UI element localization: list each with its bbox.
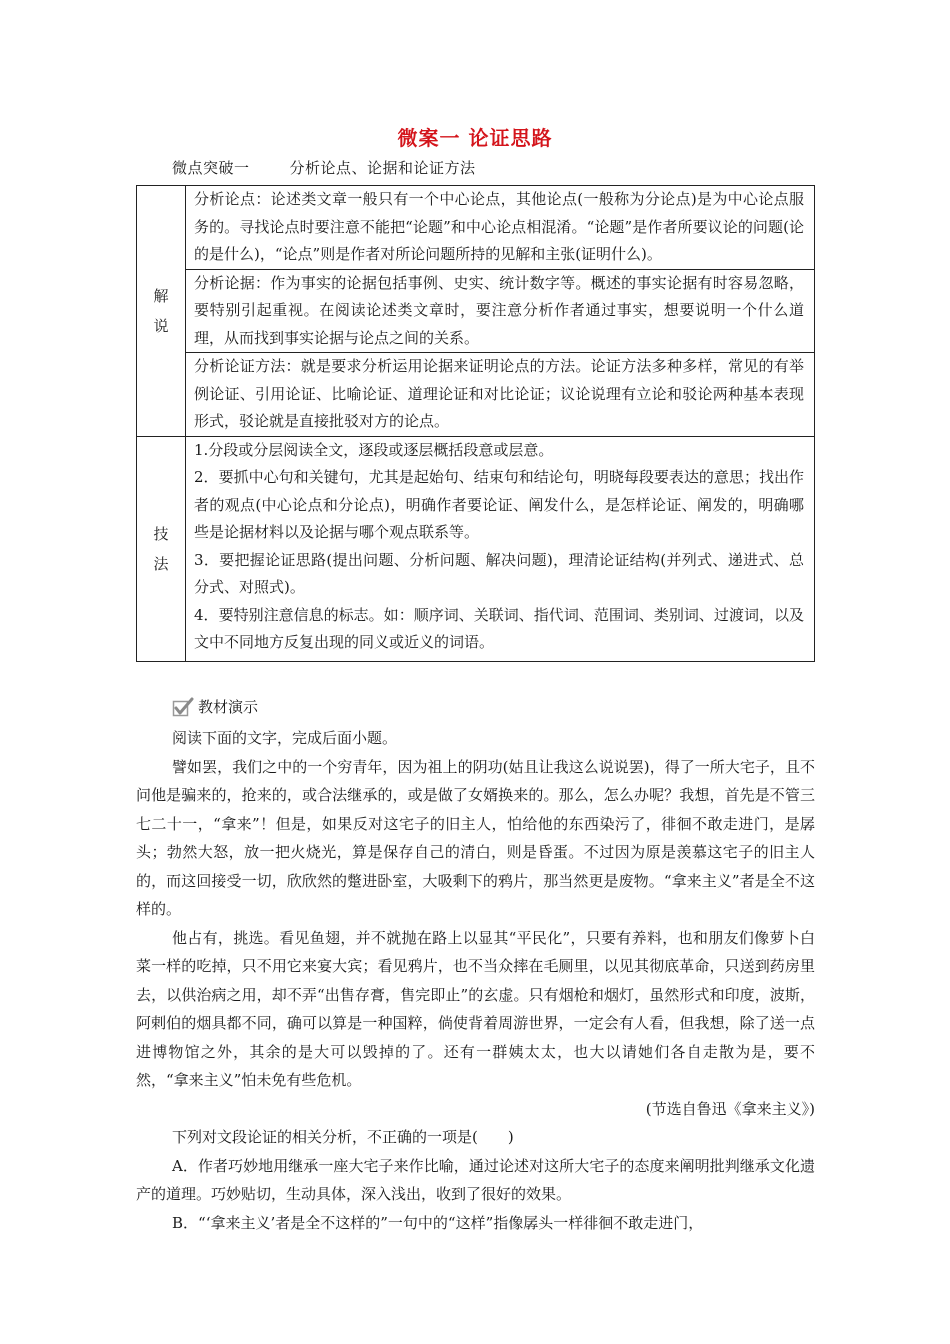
subtitle-topic: 分析论点、论据和论证方法 xyxy=(289,159,476,177)
label-jifa-text: 技法 xyxy=(153,524,169,573)
table-row xyxy=(137,353,815,437)
label-jieshuo xyxy=(137,186,186,437)
list-item: 4．要特别注意信息的标志。如：顺序词、关联词、指代词、范围词、类别词、过渡词，以及文中不同地方反复出现的同义或近义的词语。 xyxy=(194,605,804,651)
table-cell-method: 分析论证方法：就是要求分析运用论据来证明论点的方法。论证方法多种多样，常见的有举例论证、引用论证、比喻论证、道理论证和对比论证；议论说理有立论和驳论两种基本表现形式，驳论就是直接批驳对方的论点。 xyxy=(186,353,815,437)
passage-paragraph: 譬如罢，我们之中的一个穷青年，因为祖上的阴功(姑且让我这么说说罢)，得了一所大宅子，且不问他是骗来的，抢来的，或合法继承的，或是做了女婿换来的。那么，怎么办呢？我想，首先是不管三七二十一，“拿来”！但是，如果反对这宅子的旧主人，怕给他的东西染污了，徘徊不敢走进门，是孱头；勃然大怒，放一把火烧光，算是保存自己的清白，则是昏蛋。不过因为原是羡慕这宅子的旧主人的，而这回接受一切，欣欣然的蹩进卧室，大吸剩下的鸦片，那当然更是废物。“拿来主义”者是全不这样的。 xyxy=(136,757,815,918)
page-title: 微案一 论证思路 xyxy=(397,126,553,150)
instruction: 阅读下面的文字，完成后面小题。 xyxy=(172,729,398,747)
list-item: 2．要抓中心句和关键句，尤其是起始句、结束句和结论句，明晓每段要表达的意思；找出作者的观点(中心论点和分论点)，明确作者要论证、阐发什么，是怎样论证、阐发的，明确哪些是论据材料以及论据与哪个观点联系等。 xyxy=(194,468,804,541)
table-row xyxy=(137,269,815,353)
question-stem: 下列对文段论证的相关分析，不正确的一项是( ) xyxy=(172,1128,514,1146)
label-jifa xyxy=(137,436,186,661)
demo-label: 教材演示 xyxy=(198,698,259,716)
demo-heading xyxy=(172,696,258,717)
checkbox-check-icon xyxy=(172,697,194,717)
passage-section xyxy=(136,724,815,1237)
passage-paragraph: 他占有，挑选。看见鱼翅，并不就抛在路上以显其“平民化”，只要有养料，也和朋友们像萝卜白菜一样的吃掉，只不用它来宴大宾；看见鸦片，也不当众摔在毛厕里，以见其彻底革命，只送到药房里去，以供治病之用，却不弄“出售存膏，售完即止”的玄虚。只有烟枪和烟灯，虽然形式和印度，波斯，阿剌伯的烟具都不同，确可以算是一种国粹，倘使背着周游世界，一定会有人看，但我想，除了送一点进博物馆之外，其余的是大可以毁掉的了。还有一群姨太太，也大以请她们各自走散为是，要不然，“拿来主义”怕未免有些危机。 xyxy=(136,928,815,1089)
label-jieshuo-text: 解说 xyxy=(153,286,169,335)
table-row xyxy=(137,436,815,661)
list-item: 3．要把握论证思路(提出问题、分析问题、解决问题)，理清论证结构(并列式、递进式、总分式、对照式)。 xyxy=(194,550,804,596)
table-cell-argument: 分析论点：论述类文章一般只有一个中心论点，其他论点(一般称为分论点)是为中心论点服务的。寻找论点时要注意不能把“论题”和中心论点相混淆。“论题”是作者所要议论的问题(论的是什么)，“论点”则是作者对所论问题所持的见解和主张(证明什么)。 xyxy=(186,186,815,270)
table-row xyxy=(137,186,815,270)
section-subtitle xyxy=(172,157,476,178)
table-cell-evidence: 分析论据：作为事实的论据包括事例、史实、统计数字等。概述的事实论据有时容易忽略，要特别引起重视。在阅读论述类文章时，要注意分析作者通过事实，想要说明一个什么道理，从而找到事实论据与论点之间的关系。 xyxy=(186,269,815,353)
question-option-a: A．作者巧妙地用继承一座大宅子来作比喻，通过论述对这所大宅子的态度来阐明批判继承文化遗产的道理。巧妙贴切，生动具体，深入浅出，收到了很好的效果。 xyxy=(136,1156,815,1203)
question-option-b: B．“‘拿来主义’者是全不这样的”一句中的“这样”指像孱头一样徘徊不敢走进门， xyxy=(172,1213,704,1232)
list-item: 1.分段或分层阅读全文，逐段或逐层概括段意或层意。 xyxy=(194,440,554,459)
subtitle-part: 微点突破一 xyxy=(172,159,250,177)
table-cell-techniques xyxy=(186,436,815,661)
method-table xyxy=(136,185,815,662)
passage-source: (节选自鲁迅《拿来主义》) xyxy=(645,1099,815,1118)
